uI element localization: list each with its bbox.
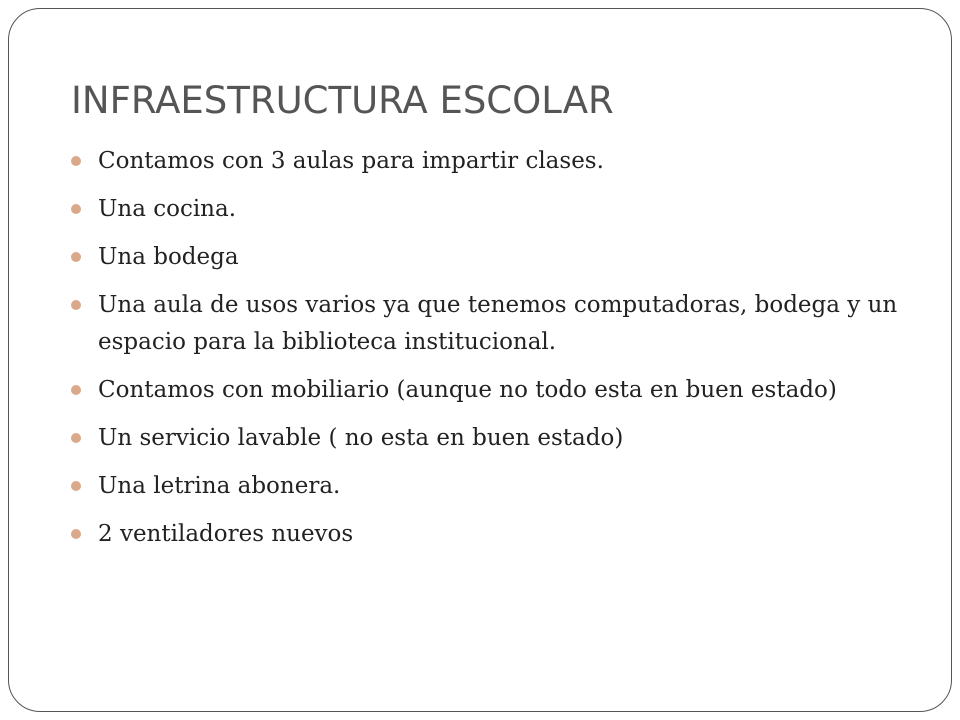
bullet-text: Contamos con 3 aulas para impartir clases.	[98, 148, 604, 174]
bullet-item	[71, 468, 911, 505]
bullet-text: 2 ventiladores nuevos	[98, 521, 354, 547]
bullet-item	[71, 287, 911, 361]
bullet-dot-icon	[71, 156, 81, 166]
slide-title: INFRAESTRUCTURA ESCOLAR	[71, 79, 614, 122]
bullet-dot-icon	[71, 300, 81, 310]
bullet-dot-icon	[71, 481, 81, 491]
bullet-dot-icon	[71, 204, 81, 214]
slide-frame	[8, 8, 952, 712]
bullet-text: Una bodega	[98, 244, 239, 270]
bullet-text: Una aula de usos varios ya que tenemos computadoras, bodega y un espacio para la biblioteca institucional.	[98, 292, 898, 355]
bullet-item	[71, 372, 911, 409]
bullet-item	[71, 239, 911, 276]
bullet-list	[71, 143, 911, 564]
bullet-item	[71, 143, 911, 180]
bullet-item	[71, 191, 911, 228]
bullet-dot-icon	[71, 385, 81, 395]
bullet-text: Un servicio lavable ( no esta en buen estado)	[98, 425, 624, 451]
bullet-item	[71, 420, 911, 457]
bullet-text: Una cocina.	[98, 196, 237, 222]
bullet-item	[71, 516, 911, 553]
bullet-dot-icon	[71, 252, 81, 262]
bullet-dot-icon	[71, 433, 81, 443]
bullet-text: Una letrina abonera.	[98, 473, 341, 499]
bullet-dot-icon	[71, 529, 81, 539]
bullet-text: Contamos con mobiliario (aunque no todo esta en buen estado)	[98, 377, 837, 403]
